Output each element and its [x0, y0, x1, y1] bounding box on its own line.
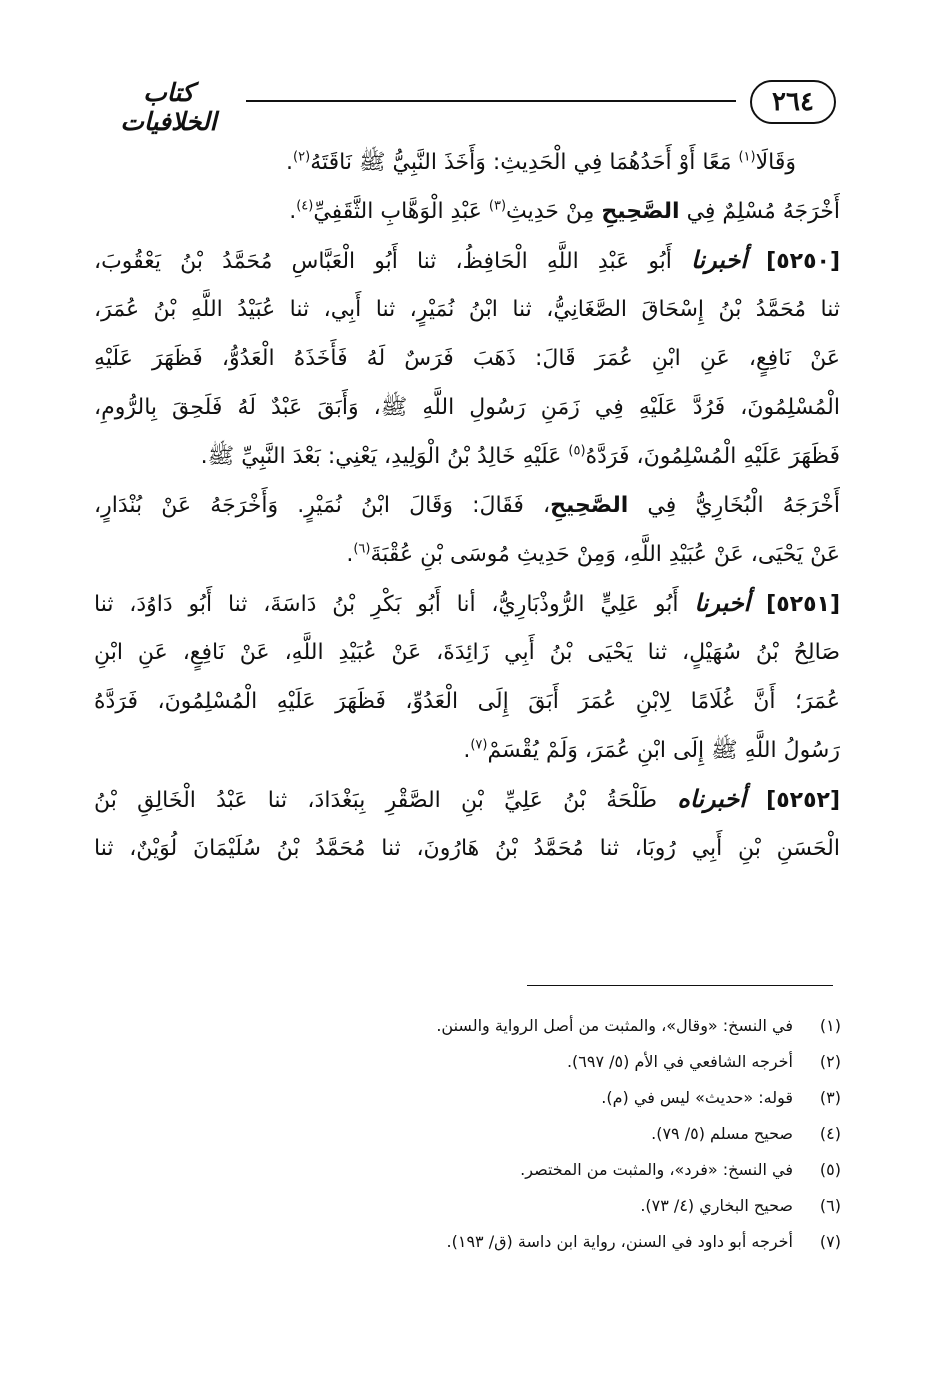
text-segment: أَخْرَجَهُ الْبُخَارِيُّ فِي — [628, 493, 840, 518]
text-segment: فَظَهَرَ عَلَيْهِ الْمُسْلِمُونَ، فَرَدَّهُ — [585, 444, 840, 469]
footnote-item — [341, 1080, 841, 1116]
text-line — [94, 481, 840, 530]
text-segment: . — [286, 150, 294, 175]
footnote-text: قوله: «حديث» ليس في (م). — [601, 1088, 793, 1107]
page-number: ٢٦٤ — [750, 80, 836, 124]
footnote-ref: (٤) — [296, 198, 314, 214]
text-line: الْحَسَنِ بْنِ أَبِي رُوبَا، ثنا مُحَمَّدُ بْنُ هَارُونَ، ثنا مُحَمَّدُ بْنُ سُلَيْمَانَ لُوَيْنٌ، ثنا — [94, 836, 840, 861]
main-text — [94, 138, 840, 873]
footnote-number: (٢) — [819, 1052, 841, 1071]
text-segment: أَبُو عَبْدِ اللَّهِ الْحَافِظُ، ثنا أَبُو الْعَبَّاسِ مُحَمَّدُ بْنُ يَعْقُوبَ، — [94, 249, 692, 274]
footnote-text: أخرجه أبو داود في السنن، رواية ابن داسة (ق/ ١٩٣). — [446, 1232, 793, 1251]
header-rule — [246, 100, 736, 102]
footnote-ref: (٥) — [568, 443, 586, 459]
footnote-number: (٤) — [819, 1124, 841, 1143]
text-segment: وَقَالَا — [755, 150, 796, 175]
text-segment: مَعًا أَوْ أَحَدُهُمَا فِي الْحَدِيثِ: وَأَخَذَ النَّبِيُّ ﷺ نَاقَتَهُ — [310, 150, 739, 175]
text-line: عَنْ نَافِعٍ، عَنِ ابْنِ عُمَرَ قَالَ: ذَهَبَ فَرَسٌ لَهُ فَأَخَذَهُ الْعَدُوُّ، فَظَهَرَ عَلَيْهِ — [94, 346, 840, 371]
text-line: ثنا مُحَمَّدُ بْنُ إِسْحَاقَ الصَّغَانِيُّ، ثنا ابْنُ نُمَيْرٍ، ثنا أَبِي، ثنا عُبَيْدُ اللَّهِ بْنُ عُمَرَ، — [94, 297, 840, 322]
footnote-text: أخرجه الشافعي في الأم (٥/ ٦٩٧). — [566, 1052, 793, 1071]
footnote-ref: (١) — [738, 149, 756, 165]
footnote-item — [341, 1152, 841, 1188]
footnote-item — [341, 1188, 841, 1224]
footnote-text: في النسخ: «فرد»، والمثبت من المختصر. — [520, 1160, 793, 1179]
text-line — [94, 726, 840, 775]
book-name: الصَّحِيحِ — [550, 493, 629, 518]
text-segment: مِنْ حَدِيثِ — [506, 199, 602, 224]
text-line: الْمُسْلِمُونَ، فَرُدَّ عَلَيْهِ فِي زَمَنِ رَسُولِ اللَّهِ ﷺ، وَأَبَقَ عَبْدٌ لَهُ فَلَحِقَ بِالرُّومِ، — [94, 395, 840, 420]
text-line — [94, 530, 840, 579]
hadith-number: [٥٢٥٢] — [766, 788, 840, 813]
text-segment: . — [463, 738, 471, 763]
narration-lead: أخبرنا — [691, 246, 748, 274]
footnote-text: صحيح البخاري (٤/ ٧٣). — [640, 1196, 793, 1215]
footnote-separator — [527, 985, 833, 986]
footnote-number: (١) — [819, 1016, 841, 1035]
text-segment: . — [289, 199, 297, 224]
narration-lead: أخبرناه — [677, 785, 746, 813]
text-line — [94, 187, 840, 236]
hadith-5251 — [94, 579, 840, 628]
text-segment: . — [346, 542, 354, 567]
hadith-number: [٥٢٥٠] — [766, 249, 840, 274]
text-segment: طَلْحَةُ بْنُ عَلِيِّ بْنِ الصَّقْرِ بِبَغْدَادَ، ثنا عَبْدُ الْخَالِقِ بْنُ — [94, 788, 678, 813]
hadith-5252 — [94, 775, 840, 824]
footnote-item — [341, 1044, 841, 1080]
book-name: الصَّحِيحِ — [601, 199, 680, 224]
text-line: عُمَرَ؛ أَنَّ غُلَامًا لِابْنِ عُمَرَ أَبَقَ إِلَى الْعَدُوِّ، فَظَهَرَ عَلَيْهِ الْمُسْلِمُونَ، فَرَدَّهُ — [94, 689, 840, 714]
footnote-number: (٦) — [819, 1196, 841, 1215]
footnote-item — [341, 1116, 841, 1152]
footnote-number: (٣) — [819, 1088, 841, 1107]
footnote-ref: (٢) — [293, 149, 311, 165]
page-header — [96, 70, 836, 136]
footnote-text: في النسخ: «وقال»، والمثبت من أصل الرواية والسنن. — [436, 1016, 793, 1035]
text-segment: عَنْ يَحْيَى، عَنْ عُبَيْدِ اللَّهِ، وَمِنْ حَدِيثِ مُوسَى بْنِ عُقْبَةَ — [370, 542, 840, 567]
text-segment: رَسُولُ اللَّهِ ﷺ إِلَى ابْنِ عُمَرَ، وَلَمْ يُقْسَمْ — [487, 738, 840, 763]
footnote-ref: (٦) — [353, 541, 371, 557]
hadith-number: [٥٢٥١] — [766, 592, 840, 617]
book-title: كتاب الخلافيات — [120, 78, 217, 136]
footnote-ref: (٧) — [470, 737, 488, 753]
text-segment: ، فَقَالَ: وَقَالَ ابْنُ نُمَيْرٍ. وَأَخْرَجَهُ عَنْ بُنْدَارٍ، — [94, 493, 551, 518]
narration-lead: أخبرنا — [694, 589, 751, 617]
footnotes — [341, 1008, 841, 1260]
footnote-item — [341, 1224, 841, 1260]
footnote-item — [341, 1008, 841, 1044]
text-segment: عَبْدِ الْوَهَّابِ الثَّقَفِيِّ — [313, 199, 489, 224]
text-line — [94, 432, 840, 481]
footnote-number: (٧) — [819, 1232, 841, 1251]
text-segment: أَبُو عَلِيٍّ الرُّوذْبَارِيُّ، أنا أَبُو بَكْرِ بْنُ دَاسَةَ، ثنا أَبُو دَاوُدَ، ثنا — [94, 592, 695, 617]
text-line: صَالِحُ بْنُ سُهَيْلٍ، ثنا يَحْيَى بْنُ أَبِي زَائِدَةَ، عَنْ عُبَيْدِ اللَّهِ، عَنْ نَافِعٍ، عَنِ ابْنِ — [94, 640, 840, 665]
footnote-text: صحيح مسلم (٥/ ٧٩). — [651, 1124, 793, 1143]
footnote-ref: (٣) — [488, 198, 507, 214]
text-segment: عَلَيْهِ خَالِدُ بْنُ الْوَلِيدِ، يَعْنِي: بَعْدَ النَّبِيِّ ﷺ. — [200, 444, 569, 469]
hadith-5250 — [94, 236, 840, 285]
text-line — [94, 138, 840, 187]
text-segment: أَخْرَجَهُ مُسْلِمٌ فِي — [679, 199, 840, 224]
footnote-number: (٥) — [819, 1160, 841, 1179]
